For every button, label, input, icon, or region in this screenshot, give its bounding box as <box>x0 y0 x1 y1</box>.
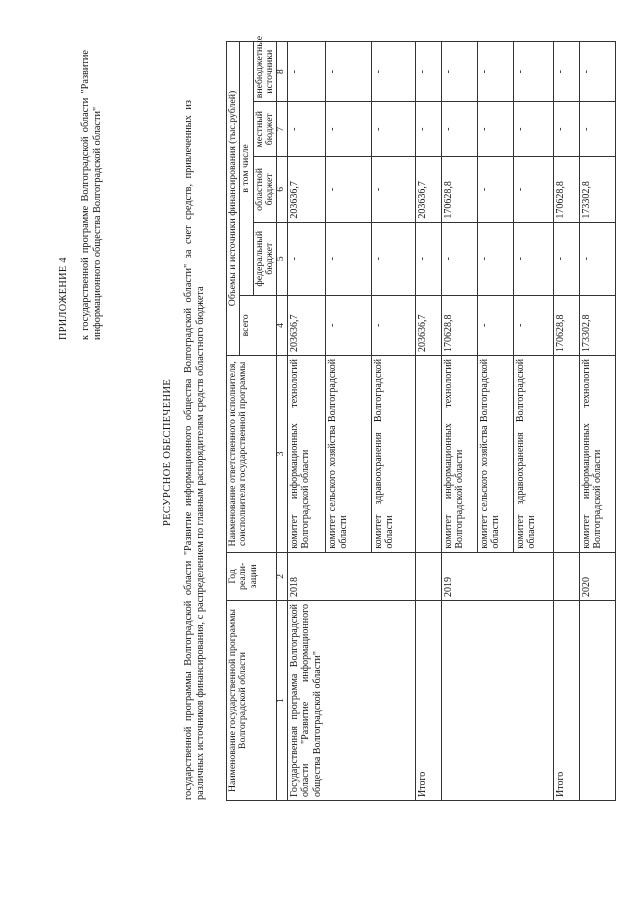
extra-cell: - <box>371 42 415 102</box>
empty-cell <box>415 355 441 552</box>
total-cell: 170628,8 <box>441 295 477 355</box>
header-volumes: Объемы и источники финансирования (тыс.рублей) <box>227 42 240 356</box>
executor-cell: комитет информационных технологий Волгоградской области <box>441 355 477 552</box>
document-subheading: государственной программы Волгоградской области "Развитие информационного общества Волгоградской области" за счет средств, привлеченных из различных источников финансирования, с распределением по главным распорядителям средств областного бюджета <box>183 100 207 800</box>
year-cell: 2018 <box>287 552 415 600</box>
header-year: Год реали-зации <box>227 552 277 600</box>
local-cell: - <box>441 102 477 157</box>
table-row-total <box>415 42 441 801</box>
executor-cell: комитет информационных технологий Волгоградской области <box>579 355 615 552</box>
column-index: 3 <box>277 355 288 552</box>
column-index: 4 <box>277 295 288 355</box>
empty-cell <box>553 355 579 552</box>
total-cell: - <box>513 295 553 355</box>
empty-cell <box>441 601 553 801</box>
extra-cell: - <box>553 42 579 102</box>
extra-cell: - <box>325 42 371 102</box>
executor-cell: комитет сельского хозяйства Волгоградской области <box>325 355 371 552</box>
executor-cell: комитет информационных технологий Волгоградской области <box>287 355 325 552</box>
executor-cell: комитет здравоохранения Волгоградской области <box>513 355 553 552</box>
table-row <box>287 42 325 801</box>
year-cell: 2020 <box>579 552 615 600</box>
total-cell: 203636,7 <box>287 295 325 355</box>
extra-cell: - <box>513 42 553 102</box>
total-cell: 203636,7 <box>415 295 441 355</box>
document-heading: РЕСУРСНОЕ ОБЕСПЕЧЕНИЕ <box>162 378 173 527</box>
local-cell: - <box>477 102 513 157</box>
regional-cell: - <box>513 157 553 223</box>
empty-cell <box>553 552 579 600</box>
empty-cell <box>415 552 441 600</box>
resource-table <box>226 35 616 801</box>
regional-cell: - <box>477 157 513 223</box>
executor-cell: комитет сельского хозяйства Волгоградской области <box>477 355 513 552</box>
extra-cell: - <box>477 42 513 102</box>
local-cell: - <box>287 102 325 157</box>
empty-cell <box>579 601 615 801</box>
federal-cell: - <box>579 222 615 295</box>
itogo-label: Итого <box>553 601 579 801</box>
regional-cell: 203636,7 <box>287 157 325 223</box>
appendix-title: ПРИЛОЖЕНИЕ 4 <box>58 257 69 340</box>
federal-cell: - <box>287 222 325 295</box>
federal-cell: - <box>325 222 371 295</box>
local-cell: - <box>325 102 371 157</box>
regional-cell: 173302,8 <box>579 157 615 223</box>
appendix-text: к государственной программе Волгоградской области "Развитие информационного общества Волгоградской области" <box>80 50 104 340</box>
federal-cell: - <box>441 222 477 295</box>
local-cell: - <box>371 102 415 157</box>
column-index: 2 <box>277 552 288 600</box>
header-executor: Наименование ответственного исполнителя, соисполнителя государственной программы <box>227 355 277 552</box>
federal-cell: - <box>371 222 415 295</box>
federal-cell: - <box>415 222 441 295</box>
header-federal: федеральный бюджет <box>253 222 277 295</box>
local-cell: - <box>579 102 615 157</box>
local-cell: - <box>415 102 441 157</box>
regional-cell: - <box>325 157 371 223</box>
local-cell: - <box>513 102 553 157</box>
table-row <box>441 42 477 801</box>
table-row-total <box>553 42 579 801</box>
itogo-label: Итого <box>415 601 441 801</box>
total-cell: - <box>371 295 415 355</box>
regional-cell: 170628,8 <box>441 157 477 223</box>
federal-cell: - <box>553 222 579 295</box>
header-total: всего <box>240 295 277 355</box>
federal-cell: - <box>513 222 553 295</box>
extra-cell: - <box>415 42 441 102</box>
regional-cell: 203636,7 <box>415 157 441 223</box>
total-cell: - <box>325 295 371 355</box>
local-cell: - <box>553 102 579 157</box>
program-name-cell: Государственная программа Волгоградской области "Развитие информационного общества Волгоградской области" <box>287 601 415 801</box>
total-cell: 170628,8 <box>553 295 579 355</box>
column-index: 8 <box>277 42 288 102</box>
executor-cell: комитет здравоохранения Волгоградской области <box>371 355 415 552</box>
header-regional: областной бюджет <box>253 157 277 223</box>
extra-cell: - <box>441 42 477 102</box>
total-cell: - <box>477 295 513 355</box>
year-cell: 2019 <box>441 552 553 600</box>
column-index: 6 <box>277 157 288 223</box>
extra-cell: - <box>579 42 615 102</box>
table-row <box>579 42 615 801</box>
header-name: Наименование государственной программы Волгоградской области <box>227 601 277 801</box>
extra-cell: - <box>287 42 325 102</box>
column-index: 1 <box>277 601 288 801</box>
total-cell: 173302,8 <box>579 295 615 355</box>
federal-cell: - <box>477 222 513 295</box>
regional-cell: 170628,8 <box>553 157 579 223</box>
column-index: 7 <box>277 102 288 157</box>
header-including: в том числе <box>240 42 253 296</box>
header-extra: внебюджетные источники <box>253 42 277 102</box>
column-index: 5 <box>277 222 288 295</box>
appendix-block <box>58 50 104 340</box>
header-local: местный бюджет <box>253 102 277 157</box>
regional-cell: - <box>371 157 415 223</box>
